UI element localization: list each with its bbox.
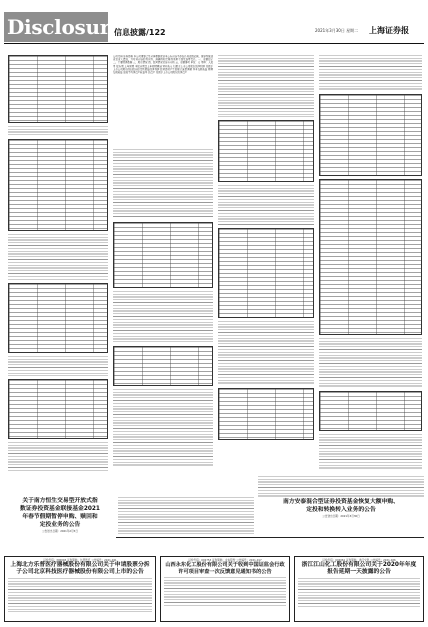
text-block	[8, 126, 108, 136]
financial-table-11	[319, 179, 422, 335]
text-block	[218, 55, 314, 117]
text-block	[8, 442, 108, 472]
notice-code: 证券代码：002061 证券简称：浙江交科 公告编号：2021-026	[322, 559, 396, 562]
text-block	[218, 321, 314, 385]
financial-table-1	[8, 55, 108, 123]
text-block	[319, 55, 422, 91]
financial-table-10	[319, 94, 422, 176]
financial-table-7	[218, 120, 314, 182]
notice-title: 山西永东化工股份有限公司关于收到中国证监会行政许可项目审查一次反馈意见通知书的公告	[165, 562, 285, 575]
text-block	[113, 291, 213, 343]
text-block	[113, 389, 213, 467]
masthead	[0, 0, 428, 50]
notice-title: 南方安泰混合型证券投资基金恢复大额申购、定投和转换转入业务的公告	[283, 499, 399, 513]
text-block	[258, 476, 424, 498]
notice-fund-resume	[258, 476, 424, 532]
text-block	[113, 149, 213, 219]
notice-yongdong-chemical	[160, 556, 290, 622]
section-title: 信息披露/122	[114, 28, 166, 37]
financial-table-12	[319, 391, 422, 431]
disclosure-brand: Disclosure	[4, 12, 108, 42]
notice-lepu-medical	[4, 556, 156, 622]
notice-title: 上海北方乐普医疗器械股份有限公司关于申请股票分拆子公司北京科技医疗器械股份有限公司上市的公告	[10, 562, 150, 575]
financial-table-9	[218, 388, 314, 440]
notice-date: 公告送出日期：2021年3月30日	[322, 515, 360, 518]
column-4	[319, 55, 422, 473]
text-block	[319, 434, 422, 469]
financial-table-4	[8, 379, 108, 439]
financial-table-2	[8, 139, 108, 231]
newspaper-logo: 上海证券报	[369, 25, 409, 35]
text-block	[298, 578, 420, 608]
masthead-rule	[4, 43, 424, 44]
notice-date: 公告送出日期：2021年2月5日	[42, 530, 78, 533]
issue-date: 2021年3月30日 星期二	[315, 28, 359, 33]
notice-jiangshan-chemical	[294, 556, 424, 622]
text-block	[118, 497, 254, 535]
financial-table-3	[8, 283, 108, 353]
notice-title: 关于南方恒生交易型开放式指数证券投资基金联接基金2021年春节假期暂停申购、赎回和定投业务的公告	[20, 498, 100, 528]
financial-table-5	[113, 222, 213, 288]
text-block	[8, 234, 108, 280]
article-body: 公司代码 证券简称 本公司董事会及全体董事保证本公告内容不存在任何虚假记载、误导性陈述或者重大遗漏，并对其内容的真实性、准确性和完整性承担个别及连带责任。一、重要提示 二、主要财务数据 三、股东情况 四、经营情况讨论与分析 五、重要事项 单位：元 币种：人民币 报告期 上年同期 本报告期比上年同期增减 营业收入 归属于上市公司股东的净利润 归属于上市公司股东的扣除非经常性损益的净利润 经营活动产生的现金流量净额 基本每股收益 稀释每股收益 加权平均净资产收益率 总资产 归属于上市公司股东的净资产	[113, 55, 213, 75]
financial-table-8	[218, 228, 314, 318]
text-block	[8, 578, 152, 612]
text-block	[218, 185, 314, 225]
financial-table-6	[113, 346, 213, 386]
column-1	[8, 55, 108, 473]
notice-hangseng-fund	[4, 497, 116, 555]
text-block	[319, 338, 422, 388]
text-block	[164, 577, 286, 607]
column-3	[218, 55, 314, 465]
text-block	[8, 356, 108, 376]
column-2	[113, 55, 213, 473]
notice-title: 浙江江山化工股份有限公司关于2020年年度报告延期一天披露的公告	[301, 562, 417, 575]
notice-code: 证券代码：002753 证券简称：永东股份 公告编号：2021-017	[188, 559, 262, 562]
notice-code: 证券代码：300003 证券简称：乐普医疗 公告编号：2021-041	[43, 559, 117, 562]
